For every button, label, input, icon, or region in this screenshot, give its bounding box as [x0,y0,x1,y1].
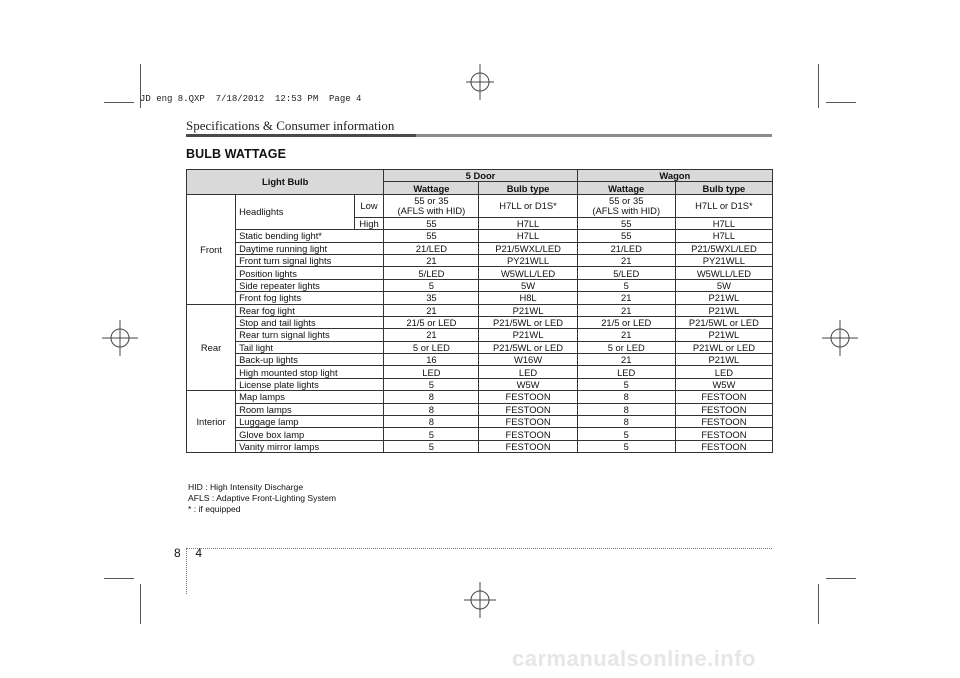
cell-bulb-type: H8L [479,292,577,304]
header-wattage-wagon: Wattage [577,182,675,194]
row-name: Glove box lamp [236,428,384,440]
footer-rule [186,548,772,549]
cell-bulb-type: 5W [675,279,772,291]
cell-wattage: LED [384,366,479,378]
page-heading: BULB WATTAGE [186,147,287,161]
table-row [187,242,773,254]
crop-mark-top-right-h [826,102,856,103]
cell-wattage: 5 [384,428,479,440]
bulb-wattage-table [186,169,773,453]
headlight-high-label: High [354,217,384,229]
cell-wattage: 5 [384,279,479,291]
cell-bulb-type: H7LL [675,230,772,242]
table-row [187,279,773,291]
row-name: License plate lights [236,378,384,390]
cell-wattage: 55 [384,217,479,229]
row-name: Daytime running light [236,242,384,254]
cell-bulb-type: H7LL or D1S* [479,194,577,217]
cell-wattage: 8 [577,391,675,403]
row-name: Position lights [236,267,384,279]
row-name: Back-up lights [236,354,384,366]
cell-wattage: LED [577,366,675,378]
table-row [187,391,773,403]
cell-wattage: 21 [384,329,479,341]
crop-mark-top-right [818,64,819,108]
table-row [187,366,773,378]
header-bulb-type-5door: Bulb type [479,182,577,194]
table-row [187,416,773,428]
row-name: Static bending light* [236,230,384,242]
cell-bulb-type: W5W [675,378,772,390]
crop-mark-bottom-right [818,584,819,624]
cell-wattage: 8 [577,416,675,428]
header-5door: 5 Door [384,170,577,182]
registration-mark-left-icon [100,318,140,358]
cell-bulb-type: FESTOON [675,416,772,428]
cell-wattage: 21 [577,254,675,266]
registration-mark-top-icon [460,62,500,102]
table-row [187,194,773,217]
table-row [187,316,773,328]
cell-bulb-type: FESTOON [479,403,577,415]
crop-mark-bottom-left-h [104,578,134,579]
cell-bulb-type: H7LL [479,217,577,229]
cell-wattage: 21/LED [384,242,479,254]
cell-wattage: 21 [577,354,675,366]
cell-bulb-type: W5WLL/LED [479,267,577,279]
group-front: Front [187,194,236,304]
cell-wattage: 8 [577,403,675,415]
footnote-equipped: * : if equipped [188,504,241,514]
cell-wattage: 21/LED [577,242,675,254]
header-bulb-type-wagon: Bulb type [675,182,772,194]
cell-bulb-type: 5W [479,279,577,291]
table-row [187,304,773,316]
row-name: Front fog lights [236,292,384,304]
table-row [187,354,773,366]
cell-bulb-type: H7LL or D1S* [675,194,772,217]
cell-wattage: 55 [384,230,479,242]
cell-bulb-type: FESTOON [675,391,772,403]
row-name: Luggage lamp [236,416,384,428]
row-name: Stop and tail lights [236,316,384,328]
row-name: Rear fog light [236,304,384,316]
cell-wattage: 5 or LED [577,341,675,353]
cell-wattage: 35 [384,292,479,304]
table-row [187,378,773,390]
registration-mark-bottom-icon [460,580,500,620]
group-rear: Rear [187,304,236,391]
chapter-number: 8 [174,546,181,560]
cell-bulb-type: FESTOON [675,403,772,415]
table-row [187,292,773,304]
cell-wattage: 21 [577,329,675,341]
cell-bulb-type: P21WL [675,329,772,341]
crop-mark-top-left-h [104,102,134,103]
row-name: Rear turn signal lights [236,329,384,341]
print-slug: JD eng 8.QXP 7/18/2012 12:53 PM Page 4 [140,94,362,104]
cell-bulb-type: P21WL [479,304,577,316]
cell-bulb-type: FESTOON [479,416,577,428]
group-interior: Interior [187,391,236,453]
row-name: High mounted stop light [236,366,384,378]
page-in-chapter: 4 [195,546,203,560]
row-name: Map lamps [236,391,384,403]
cell-wattage-line2: (AFLS with HID) [397,204,466,216]
cell-bulb-type: FESTOON [479,428,577,440]
row-name: Side repeater lights [236,279,384,291]
cell-wattage: 21/5 or LED [384,316,479,328]
page-number [174,546,202,560]
cell-wattage: 55 [577,230,675,242]
row-name: Vanity mirror lamps [236,440,384,452]
table-row [187,267,773,279]
cell-wattage: 5 or LED [384,341,479,353]
cell-bulb-type: H7LL [479,230,577,242]
cell-wattage-line1: 55 or 35 [609,194,644,206]
cell-bulb-type: W5W [479,378,577,390]
cell-bulb-type: LED [675,366,772,378]
footnotes [188,482,336,515]
cell-wattage: 21 [384,254,479,266]
registration-mark-right-icon [820,318,860,358]
cell-wattage-line1: 55 or 35 [414,194,449,206]
table-row [187,403,773,415]
cell-wattage: 5 [577,378,675,390]
crop-mark-bottom-right-h [826,578,856,579]
cell-bulb-type: P21WL [479,329,577,341]
cell-bulb-type: P21WL [675,354,772,366]
cell-bulb-type: FESTOON [479,440,577,452]
header-rule [186,134,772,137]
table-row [187,341,773,353]
cell-bulb-type: P21/5WXL/LED [479,242,577,254]
cell-wattage: 8 [384,391,479,403]
row-name: Front turn signal lights [236,254,384,266]
header-wagon: Wagon [577,170,772,182]
cell-bulb-type: PY21WLL [675,254,772,266]
watermark: carmanualsonline.info [512,646,756,671]
table-row [187,428,773,440]
row-name: Headlights [236,194,355,229]
footnote-afls: AFLS : Adaptive Front-Lighting System [188,493,337,503]
cell-wattage: 5 [577,428,675,440]
cell-wattage [577,194,675,217]
table-row [187,254,773,266]
headlight-low-label: Low [354,194,384,217]
cell-wattage: 5/LED [577,267,675,279]
cell-wattage: 5 [577,440,675,452]
cell-bulb-type: PY21WLL [479,254,577,266]
cell-bulb-type: W16W [479,354,577,366]
cell-bulb-type: P21WL [675,304,772,316]
cell-wattage [384,194,479,217]
header-wattage-5door: Wattage [384,182,479,194]
cell-wattage: 5/LED [384,267,479,279]
cell-bulb-type: P21/5WXL/LED [675,242,772,254]
cell-wattage: 5 [577,279,675,291]
cell-wattage: 21 [577,292,675,304]
cell-wattage: 5 [384,440,479,452]
table-row [187,329,773,341]
table-row [187,230,773,242]
table-row [187,440,773,452]
row-name: Room lamps [236,403,384,415]
cell-bulb-type: FESTOON [675,428,772,440]
crop-mark-bottom-left [140,584,141,624]
cell-wattage: 55 [577,217,675,229]
cell-wattage: 8 [384,403,479,415]
cell-wattage: 8 [384,416,479,428]
cell-bulb-type: P21WL [675,292,772,304]
footnote-hid: HID : High Intensity Discharge [188,482,304,492]
cell-wattage: 21 [577,304,675,316]
cell-bulb-type: P21WL or LED [675,341,772,353]
cell-wattage: 21 [384,304,479,316]
cell-bulb-type: FESTOON [479,391,577,403]
section-title: Specifications & Consumer information [186,118,395,133]
row-name: Tail light [236,341,384,353]
cell-bulb-type: P21/5WL or LED [479,316,577,328]
cell-wattage: 16 [384,354,479,366]
cell-wattage-line2: (AFLS with HID) [592,204,661,216]
cell-bulb-type: W5WLL/LED [675,267,772,279]
cell-bulb-type: H7LL [675,217,772,229]
cell-wattage: 21/5 or LED [577,316,675,328]
cell-wattage: 5 [384,378,479,390]
cell-bulb-type: LED [479,366,577,378]
cell-bulb-type: P21/5WL or LED [675,316,772,328]
cell-bulb-type: P21/5WL or LED [479,341,577,353]
header-light-bulb: Light Bulb [187,170,384,195]
cell-bulb-type: FESTOON [675,440,772,452]
